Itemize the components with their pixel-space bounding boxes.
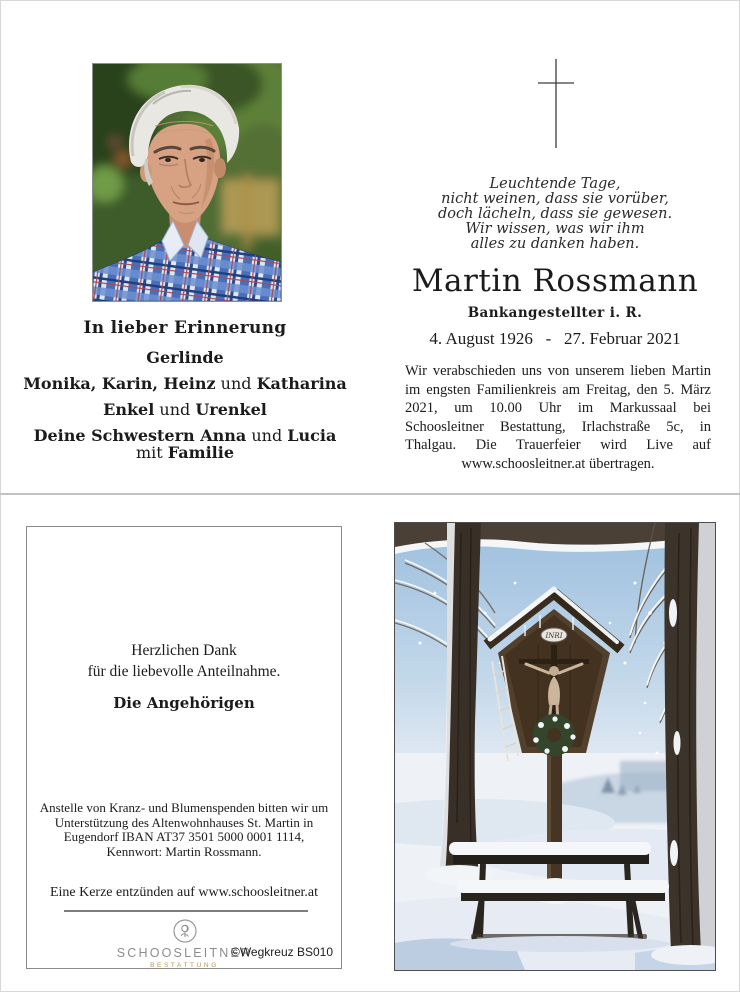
family-list: [10, 349, 360, 470]
portrait-photo-art: [93, 64, 281, 301]
deceased-name: Martin Rossmann: [411, 263, 699, 299]
family-line: mit Familie: [135, 443, 234, 462]
remembrance-title: In lieber Erinnerung: [83, 318, 287, 338]
memorial-cross-icon: [537, 56, 575, 150]
snowy-bench: [449, 842, 670, 952]
family-line: Gerlinde: [146, 348, 224, 367]
funeral-announcement: Wir verabschieden uns von unserem lieben Martin im engsten Familienkreis am Freitag, den 5. März 2021, um 10.00 Uhr im Markussaal bei Schoosleitner Bestattung, Irlachstraße 5c, in Thalgau. Die Trauerfeier wird Live auf www.schoosleitner.at übertragen.: [405, 363, 711, 472]
poem-line: Wir wissen, was wir ihm: [465, 221, 645, 237]
family-line: Deine Schwestern Anna und Lucia: [33, 426, 337, 445]
family-signature: Die Angehörigen: [113, 694, 255, 712]
family-line: Enkel und Urenkel: [103, 400, 267, 419]
brand-subtitle: BESTATTUNG: [150, 962, 219, 969]
portrait-photo: [92, 63, 282, 302]
card-front-right-panel: [370, 0, 740, 494]
poem-line: alles zu danken haben.: [470, 236, 640, 252]
inri-plaque: INRI: [545, 632, 563, 640]
poem-line: Leuchtende Tage,: [489, 176, 621, 192]
winter-photo-art: [395, 523, 715, 970]
funeral-home-logo: [57, 918, 312, 969]
occupation: Bankangestellter i. R.: [467, 305, 643, 321]
card-fold-divider: [0, 493, 740, 495]
poem-line: nicht weinen, dass sie vorüber,: [441, 191, 669, 207]
separator-rule: [64, 910, 308, 912]
winter-photo: [394, 522, 716, 971]
poem: [370, 177, 740, 252]
poem-line: doch lächeln, dass sie gewesen.: [437, 206, 673, 222]
brand-name: SCHOOSLEITNER: [116, 946, 253, 960]
thanks-line-1: Herzlichen Dank: [131, 642, 237, 659]
family-line: Monika, Karin, Heinz und Katharina: [23, 374, 347, 393]
candle-line: Eine Kerze entzünden auf www.schoosleitner.at: [49, 885, 319, 900]
thanks-box: [26, 526, 342, 969]
photo-credit: ©Wegkreuz BS010: [230, 945, 333, 959]
thanks-line-2: für die liebevolle Anteilnahme.: [87, 663, 281, 680]
life-dates: 4. August 1926 - 27. Februar 2021: [429, 329, 681, 348]
card-front-left-panel: [0, 0, 370, 494]
rose-icon: [172, 918, 198, 944]
donation-note: Anstelle von Kranz- und Blumenspenden bitten wir um Unterstützung des Altenwohnhauses St. Martin in Eugendorf IBAN AT37 3501 5000 0001 1114, Kennwort: Martin Rossmann.: [39, 800, 329, 859]
